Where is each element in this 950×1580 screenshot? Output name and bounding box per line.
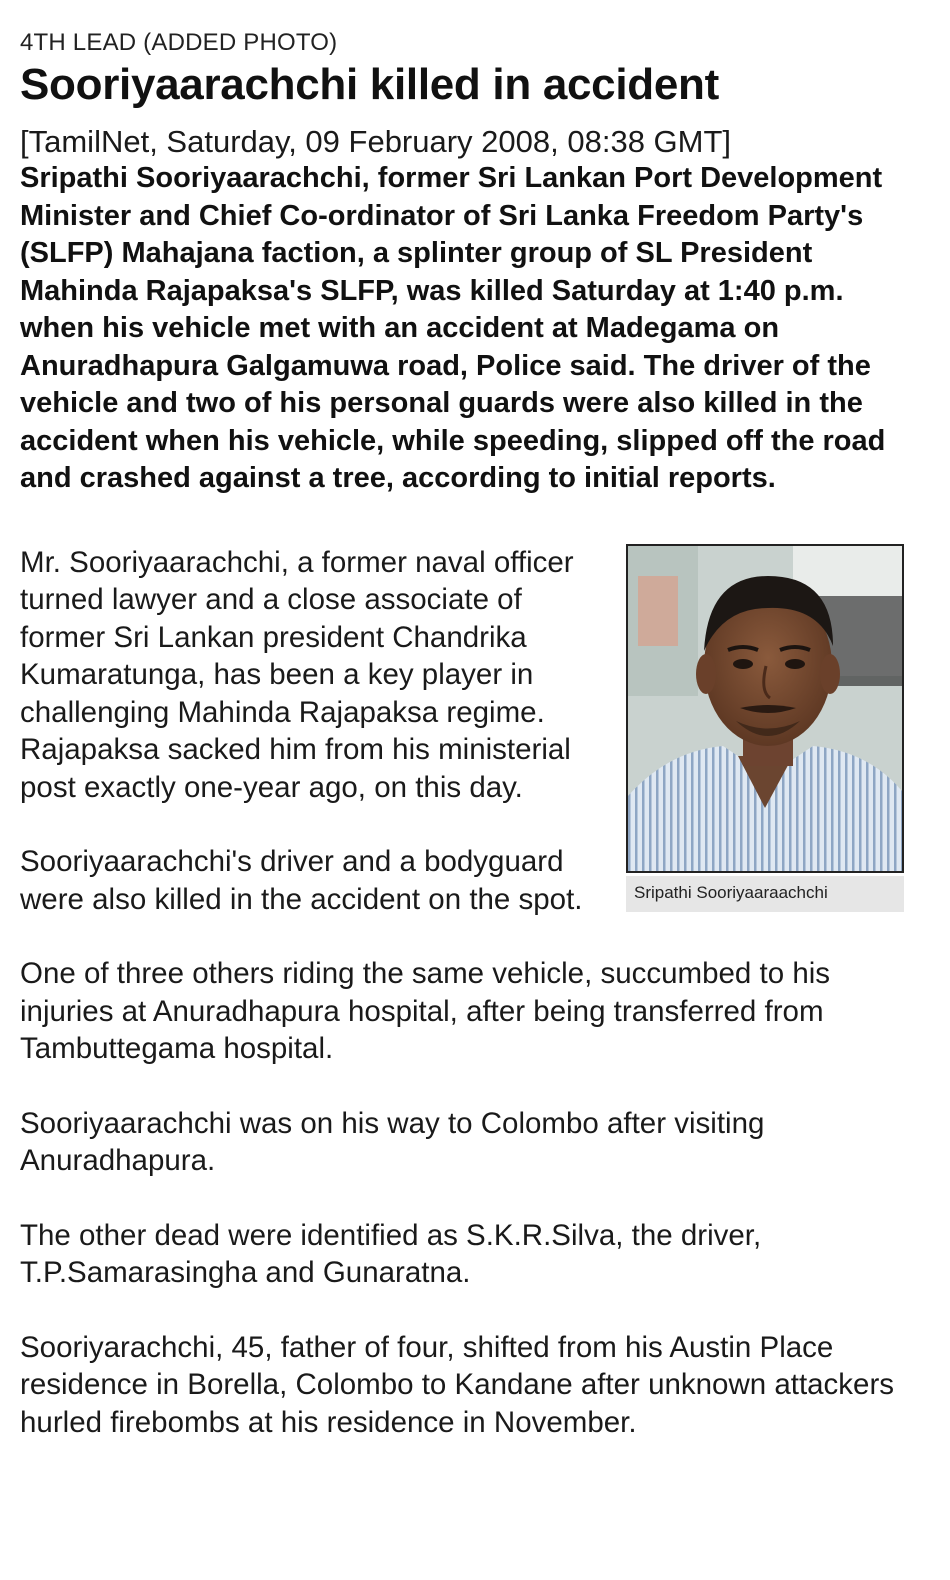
body-paragraph: Mr. Sooriyaarachchi, a former naval officer turned lawyer and a close associate of former Sri Lankan president Chandrika Kumaratunga, has been a key player in challenging Mahinda Rajapaksa regime. Rajapaksa sacked him from his ministerial post exactly one-year ago, on this day. <box>20 545 574 804</box>
headline: Sooriyaarachchi killed in accident <box>20 60 719 109</box>
body-paragraph: Sooriyarachchi, 45, father of four, shifted from his Austin Place residence in Borella, Colombo to Kandane after unknown attackers hurled firebombs at his residence in November. <box>20 1330 895 1439</box>
body-paragraph: The other dead were identified as S.K.R.Silva, the driver, T.P.Samarasingha and Gunaratna. <box>20 1218 762 1289</box>
photo-figure <box>626 544 904 912</box>
portrait-photo <box>626 544 904 873</box>
kicker: 4TH LEAD (ADDED PHOTO) <box>20 29 338 56</box>
body-paragraph: One of three others riding the same vehicle, succumbed to his injuries at Anuradhapura hospital, after being transferred from Tambuttegama hospital. <box>20 957 831 1065</box>
body-paragraph: Sooriyaarachchi's driver and a bodyguard were also killed in the accident on the spot. <box>20 845 583 916</box>
article <box>20 0 904 1441</box>
photo-caption: Sripathi Sooriyaaraachchi <box>626 876 904 912</box>
body-paragraph: Sooriyaarachchi was on his way to Colombo after visiting Anuradhapura. <box>20 1106 765 1177</box>
dateline: [TamilNet, Saturday, 09 February 2008, 08:38 GMT] <box>20 124 732 159</box>
lead-paragraph: Sripathi Sooriyaarachchi, former Sri Lankan Port Development Minister and Chief Co-ordinator of Sri Lanka Freedom Party's (SLFP) Mahajana faction, a splinter group of SL President Mahinda Rajapaksa's SLFP, was killed Saturday at 1:40 p.m. when his vehicle met with an accident at Madegama on Anuradhapura Galgamuwa road, Police said. The driver of the vehicle and two of his personal guards were also killed in the accident when his vehicle, while speeding, slipped off the road and crashed against a tree, according to initial reports. <box>20 162 886 494</box>
article-body <box>20 544 904 1442</box>
